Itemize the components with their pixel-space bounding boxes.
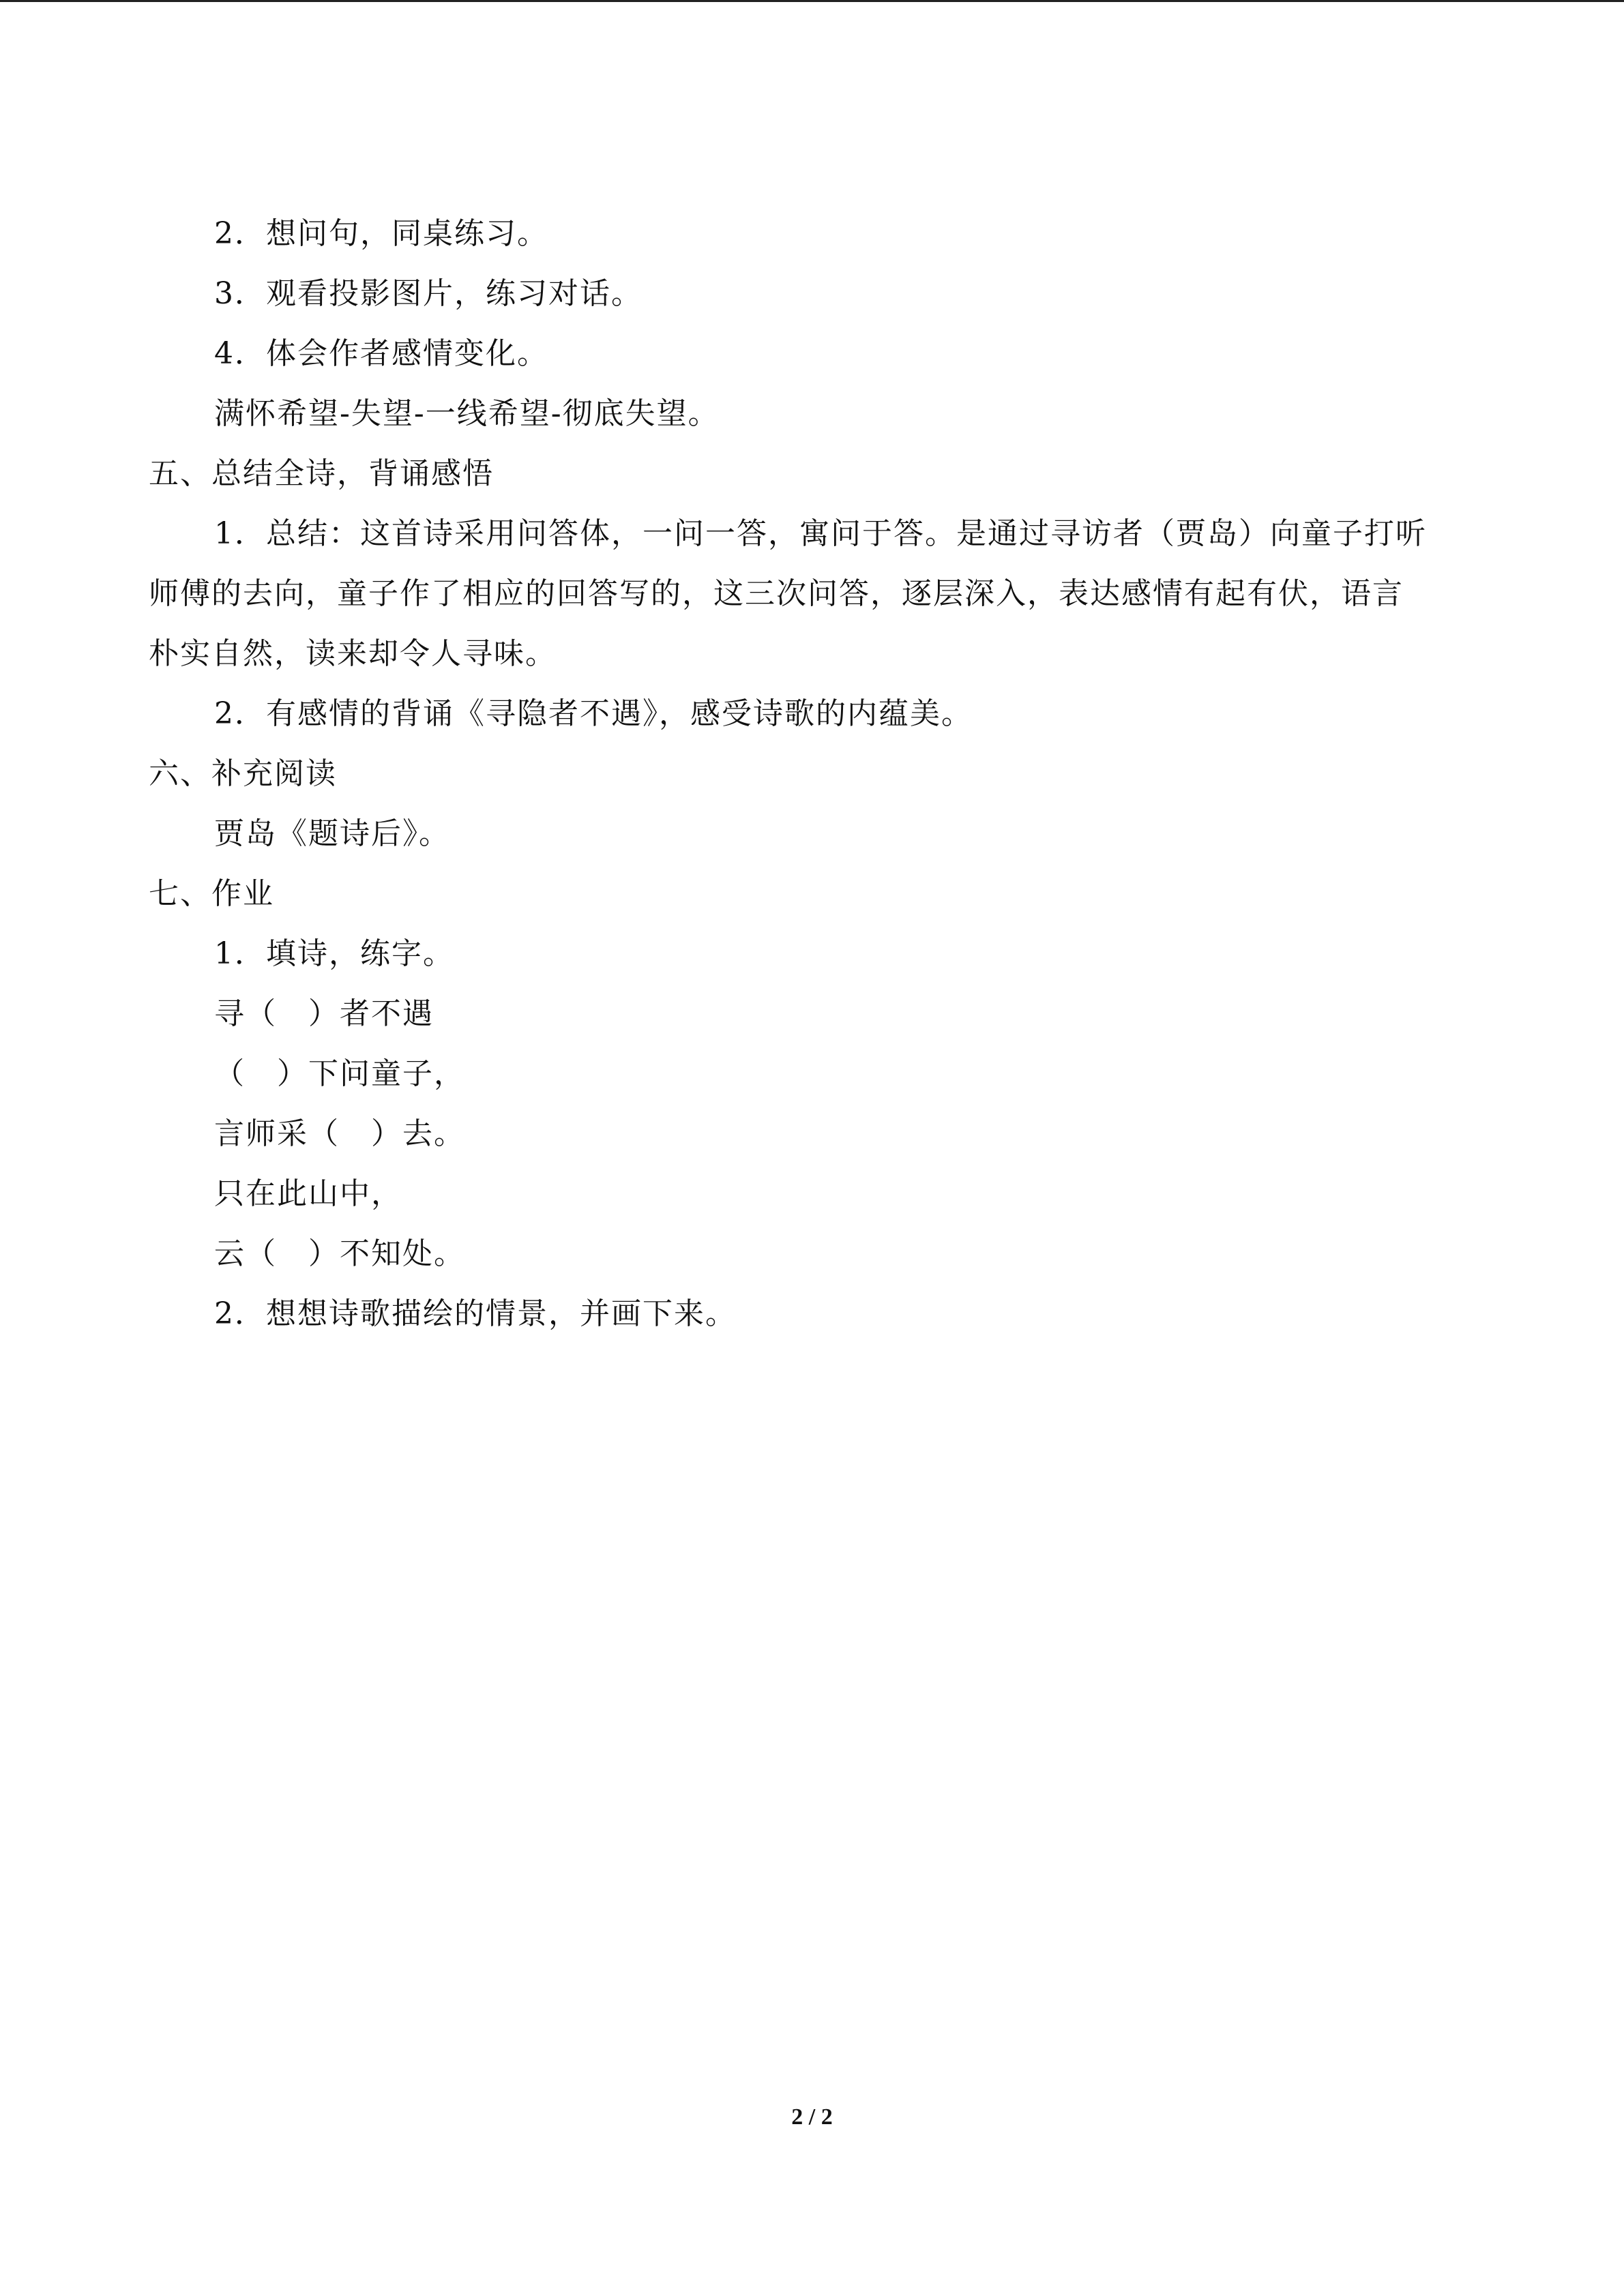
section-heading: 五、总结全诗，背诵感悟 [149,456,494,491]
section-heading: 六、补充阅读 [149,756,337,791]
poem-line: 言师采（ ）去。 [214,1116,465,1151]
text-line: 2．有感情的背诵《寻隐者不遇》，感受诗歌的内蕴美。 [214,696,973,731]
poem-line: 云（ ）不知处。 [214,1236,465,1271]
text-line: 贾岛《题诗后》。 [214,816,450,851]
section-heading: 七、作业 [149,876,274,911]
text-line: 4．体会作者感情变化。 [214,336,548,371]
text-line: 2．想问句，同桌练习。 [214,216,548,251]
paragraph-line: 师傅的去向，童子作了相应的回答写的，这三次问答，逐层深入，表达感情有起有伏，语言 [149,576,1404,611]
text-line: 1．填诗，练字。 [214,936,454,971]
poem-line: （ ）下问童子， [214,1056,465,1091]
top-border [0,0,1624,2]
text-line: 满怀希望-失望-一线希望-彻底失望。 [214,396,720,431]
text-line: 3．观看投影图片，练习对话。 [214,276,643,311]
poem-line: 寻（ ）者不遇 [214,996,434,1031]
paragraph-line: 朴实自然，读来却令人寻味。 [149,636,557,671]
paragraph-line: 1．总结：这首诗采用问答体，一问一答，寓问于答。是通过寻访者（贾岛）向童子打听 [214,516,1427,551]
poem-line: 只在此山中， [214,1176,402,1211]
text-line: 2．想想诗歌描绘的情景，并画下来。 [214,1296,737,1331]
page-number: 2 / 2 [791,2104,833,2130]
